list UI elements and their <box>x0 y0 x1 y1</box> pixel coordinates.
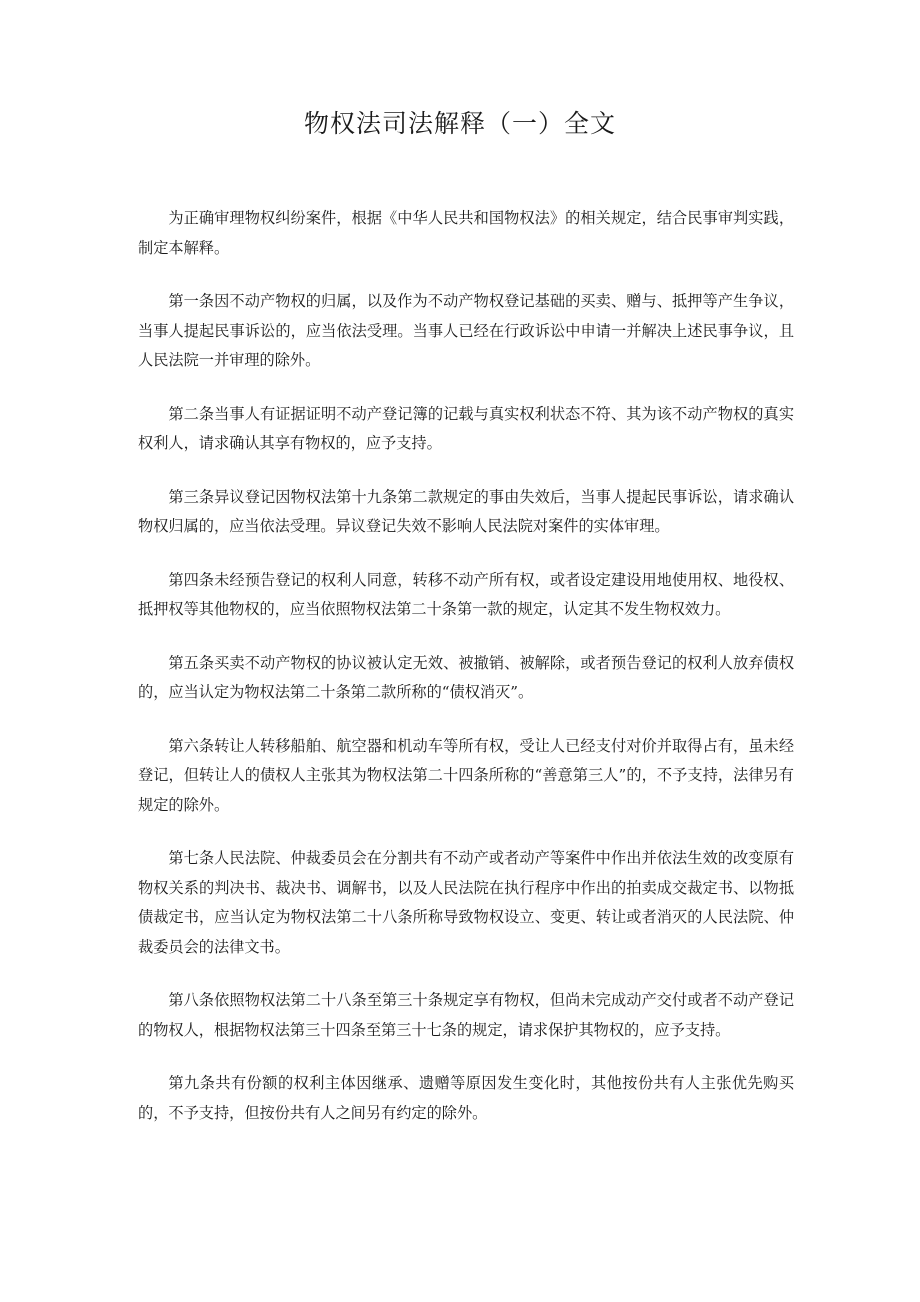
paragraph-article-3: 第三条异议登记因物权法第十九条第二款规定的事由失效后，当事人提起民事诉讼，请求确认物权归属的，应当依法受理。异议登记失效不影响人民法院对案件的实体审理。 <box>138 487 794 535</box>
paragraph-article-7: 第七条人民法院、仲裁委员会在分割共有不动产或者动产等案件中作出并依法生效的改变原有物权关系的判决书、裁决书、调解书，以及人民法院在执行程序中作出的拍卖成交裁定书、以物抵债裁定书，应当认定为物权法第二十八条所称导致物权设立、变更、转让或者消灭的人民法院、仲裁委员会的法律文书。 <box>138 849 794 956</box>
paragraph-article-8: 第八条依照物权法第二十八条至第三十条规定享有物权，但尚未完成动产交付或者不动产登记的物权人，根据物权法第三十四条至第三十七条的规定，请求保护其物权的，应予支持。 <box>138 991 794 1039</box>
paragraph-article-6: 第六条转让人转移船舶、航空器和机动车等所有权，受让人已经支付对价并取得占有，虽未经登记，但转让人的债权人主张其为物权法第二十四条所称的“善意第三人”的，不予支持，法律另有规定的除外。 <box>138 736 794 814</box>
document-body <box>138 204 794 1152</box>
paragraph-article-2: 第二条当事人有证据证明不动产登记簿的记载与真实权利状态不符、其为该不动产物权的真实权利人，请求确认其享有物权的，应予支持。 <box>138 404 794 452</box>
paragraph-article-1: 第一条因不动产物权的归属，以及作为不动产物权登记基础的买卖、赠与、抵押等产生争议，当事人提起民事诉讼的，应当依法受理。当事人已经在行政诉讼中申请一并解决上述民事争议，且人民法院一并审理的除外。 <box>138 292 794 369</box>
document-title: 物权法司法解释（一）全文 <box>303 109 616 138</box>
paragraph-article-5: 第五条买卖不动产物权的协议被认定无效、被撤销、被解除，或者预告登记的权利人放弃债权的，应当认定为物权法第二十条第二款所称的“债权消灭”。 <box>138 653 794 701</box>
paragraph-preamble: 为正确审理物权纠纷案件，根据《中华人民共和国物权法》的相关规定，结合民事审判实践，制定本解释。 <box>138 209 794 257</box>
paragraph-article-9: 第九条共有份额的权利主体因继承、遗赠等原因发生变化时，其他按份共有人主张优先购买的，不予支持，但按份共有人之间另有约定的除外。 <box>138 1074 794 1122</box>
paragraph-article-4: 第四条未经预告登记的权利人同意，转移不动产所有权，或者设定建设用地使用权、地役权、抵押权等其他物权的，应当依照物权法第二十条第一款的规定，认定其不发生物权效力。 <box>138 570 794 618</box>
